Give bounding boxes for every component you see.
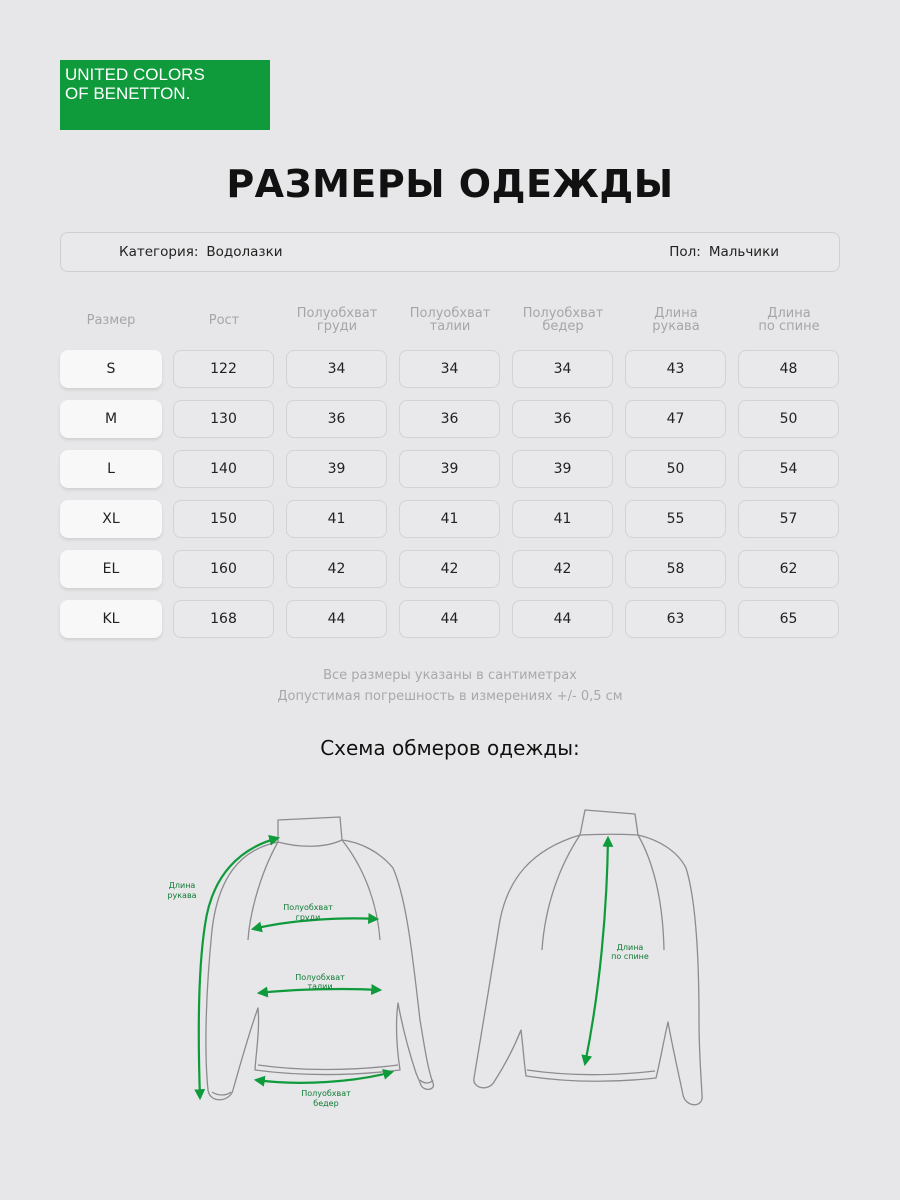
hips-label-line1: Полуобхват xyxy=(301,1089,351,1098)
table-cell: 34 xyxy=(399,350,500,388)
column-header-line: рукава xyxy=(652,319,700,334)
table-cell: 39 xyxy=(286,450,387,488)
column-header-line: Размер xyxy=(86,313,136,328)
back-garment-outline xyxy=(474,810,702,1105)
column-header-line: талии xyxy=(429,319,471,334)
column-header xyxy=(399,307,501,333)
table-cell: 39 xyxy=(512,450,613,488)
page-title: РАЗМЕРЫ ОДЕЖДЫ xyxy=(226,162,674,206)
column-header-line: по спине xyxy=(758,319,820,334)
hips-label-line2: бедер xyxy=(313,1099,339,1108)
gender-info xyxy=(669,244,779,260)
table-cell: 150 xyxy=(173,500,274,538)
table-cell: 160 xyxy=(173,550,274,588)
table-cell: 41 xyxy=(286,500,387,538)
column-header xyxy=(625,307,727,333)
table-cell: 50 xyxy=(738,400,839,438)
note-tolerance: Допустимая погрешность в измерениях +/- 0,5 см xyxy=(277,689,623,704)
brand-logo-line2: OF BENETTON. xyxy=(65,84,191,103)
hips-arrow xyxy=(256,1072,392,1083)
table-cell: 63 xyxy=(625,600,726,638)
table-cell: 140 xyxy=(173,450,274,488)
table-cell: 42 xyxy=(399,550,500,588)
size-label-cell: XL xyxy=(60,500,162,538)
table-cell: 47 xyxy=(625,400,726,438)
table-cell: 57 xyxy=(738,500,839,538)
waist-label-line1: Полуобхват xyxy=(295,973,345,982)
table-cell: 43 xyxy=(625,350,726,388)
table-cell: 44 xyxy=(286,600,387,638)
note-units: Все размеры указаны в сантиметрах xyxy=(323,668,577,683)
category-value: Водолазки xyxy=(206,244,283,260)
column-header xyxy=(173,314,275,327)
table-cell: 62 xyxy=(738,550,839,588)
back-length-arrow xyxy=(585,838,608,1064)
column-header-line: Длина xyxy=(767,306,811,321)
front-garment-outline xyxy=(206,817,434,1100)
table-cell: 39 xyxy=(399,450,500,488)
table-cell: 122 xyxy=(173,350,274,388)
gender-value: Мальчики xyxy=(708,244,779,260)
size-label-cell: L xyxy=(60,450,162,488)
size-label-cell: S xyxy=(60,350,162,388)
sleeve-label-line2: рукава xyxy=(167,891,197,900)
table-cell: 130 xyxy=(173,400,274,438)
table-cell: 42 xyxy=(512,550,613,588)
measurement-arrows xyxy=(199,838,608,1098)
table-cell: 58 xyxy=(625,550,726,588)
table-cell: 54 xyxy=(738,450,839,488)
category-label: Категория: xyxy=(119,244,199,260)
table-cell: 34 xyxy=(512,350,613,388)
size-label-cell: M xyxy=(60,400,162,438)
table-cell: 65 xyxy=(738,600,839,638)
chest-label-line2: груди xyxy=(295,913,321,922)
back-label-line1: Длина xyxy=(616,943,644,952)
size-label-cell: EL xyxy=(60,550,162,588)
column-header-line: Рост xyxy=(208,313,240,328)
column-header-line: груди xyxy=(316,319,358,334)
table-cell: 168 xyxy=(173,600,274,638)
table-cell: 41 xyxy=(399,500,500,538)
sleeve-length-arrow xyxy=(199,838,278,1098)
measurement-diagram xyxy=(0,790,900,1120)
column-header-line: Полуобхват xyxy=(522,306,604,321)
column-header xyxy=(60,314,162,327)
table-cell: 55 xyxy=(625,500,726,538)
back-label-line2: по спине xyxy=(611,952,649,961)
waist-label-line2: талии xyxy=(307,982,333,991)
column-header-line: бедер xyxy=(542,319,584,334)
info-bar xyxy=(60,232,840,272)
gender-label: Пол: xyxy=(669,244,701,260)
column-header xyxy=(286,307,388,333)
table-cell: 34 xyxy=(286,350,387,388)
column-header xyxy=(512,307,614,333)
table-cell: 36 xyxy=(399,400,500,438)
brand-logo xyxy=(60,60,270,130)
table-cell: 44 xyxy=(512,600,613,638)
chest-label-line1: Полуобхват xyxy=(283,903,333,912)
column-header-line: Длина xyxy=(654,306,698,321)
table-cell: 48 xyxy=(738,350,839,388)
table-cell: 50 xyxy=(625,450,726,488)
size-label-cell: KL xyxy=(60,600,162,638)
table-cell: 36 xyxy=(512,400,613,438)
sleeve-label-line1: Длина xyxy=(168,881,196,890)
category-info xyxy=(119,244,283,260)
column-header-line: Полуобхват xyxy=(409,306,491,321)
brand-logo-line1: UNITED COLORS xyxy=(65,65,205,84)
scheme-title: Схема обмеров одежды: xyxy=(320,736,580,760)
table-cell: 42 xyxy=(286,550,387,588)
table-cell: 41 xyxy=(512,500,613,538)
column-header-line: Полуобхват xyxy=(296,306,378,321)
table-cell: 36 xyxy=(286,400,387,438)
table-cell: 44 xyxy=(399,600,500,638)
column-header xyxy=(738,307,840,333)
